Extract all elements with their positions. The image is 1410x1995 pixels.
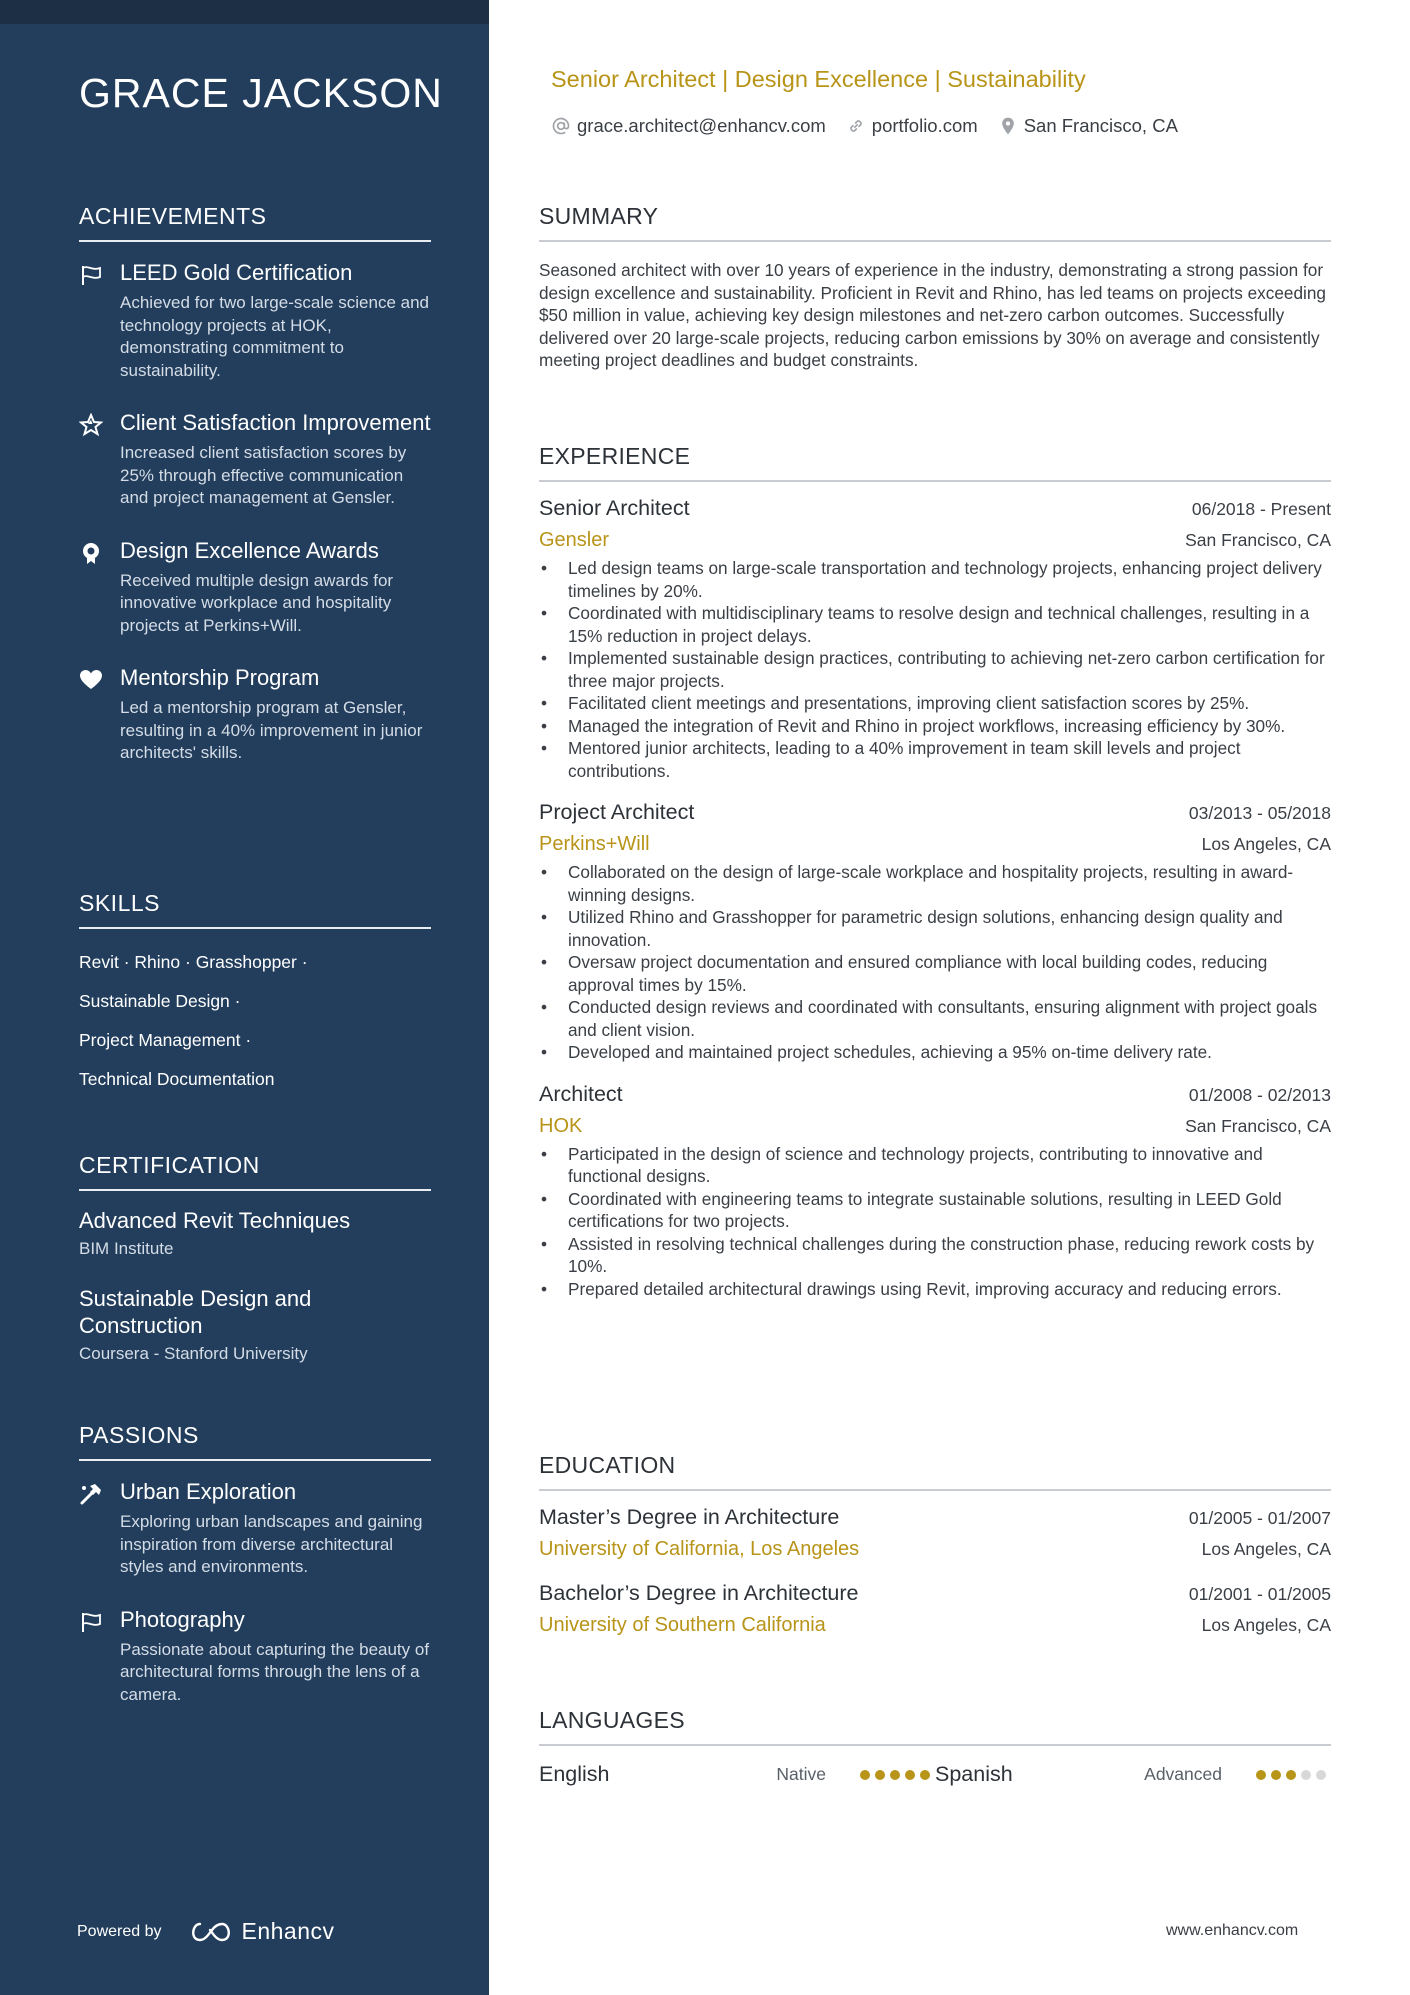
job-bullet: • Managed the integration of Revit and Rhino in project workflows, increasing efficiency by 30%. xyxy=(539,715,1331,738)
tools-icon xyxy=(79,1482,103,1506)
achievement-title: LEED Gold Certification xyxy=(120,260,353,285)
passions-heading: PASSIONS xyxy=(79,1422,431,1461)
job-bullet: • Implemented sustainable design practices, contributing to achieving net-zero carbon certification for three major projects. xyxy=(539,647,1331,692)
language-level: Advanced xyxy=(1144,1764,1222,1784)
education-entry xyxy=(539,1505,1331,1561)
location-pin-icon xyxy=(998,116,1018,136)
degree: Master’s Degree in Architecture xyxy=(539,1505,840,1529)
job-bullet: • Coordinated with multidisciplinary teams to resolve design and technical challenges, resulting in a 15% reduction in project delays. xyxy=(539,602,1331,647)
language-name: Spanish xyxy=(935,1762,1013,1786)
job-company: Perkins+Will xyxy=(539,833,650,855)
passion-desc: Exploring urban landscapes and gaining inspiration from diverse architectural styles and environments. xyxy=(120,1512,423,1576)
language-rating xyxy=(1256,1770,1331,1780)
contact-location xyxy=(998,115,1178,137)
rating-dot-filled xyxy=(1271,1770,1281,1780)
job-location: San Francisco, CA xyxy=(1185,1115,1331,1136)
passions-section xyxy=(79,1422,431,1706)
skills-section xyxy=(79,890,431,1099)
job-bullet: • Conducted design reviews and coordinated with consultants, ensuring alignment with project goals and client vision. xyxy=(539,996,1331,1041)
job-bullet: • Utilized Rhino and Grasshopper for parametric design solutions, enhancing design quality and innovation. xyxy=(539,906,1331,951)
skill-line: Project Management · xyxy=(79,1030,252,1050)
job-bullets xyxy=(539,861,1331,1064)
headline: Senior Architect | Design Excellence | Sustainability xyxy=(551,66,1086,92)
job-location: San Francisco, CA xyxy=(1185,530,1331,550)
contact-location-text: San Francisco, CA xyxy=(1023,115,1178,136)
award-icon xyxy=(79,541,103,565)
enhancv-brand-name: Enhancv xyxy=(241,1918,335,1944)
summary-heading: SUMMARY xyxy=(539,203,1331,242)
certification-item xyxy=(79,1207,431,1259)
skill-line: Technical Documentation xyxy=(79,1069,275,1089)
summary-text: Seasoned architect with over 10 years of experience in the industry, demonstrating a strong passion for design excellence and sustainability. Proficient in Revit and Rhino, has led teams on projects exceeding $50 million in value, achieving key design milestones and net-zero carbon outcomes. Successfully delivered over 20 large-scale projects, reducing carbon emissions by 30% on average and consistently meeting project deadlines and budget constraints. xyxy=(539,260,1326,370)
heart-icon xyxy=(79,668,103,692)
job-company: HOK xyxy=(539,1114,583,1137)
passion-desc: Passionate about capturing the beauty of architectural forms through the lens of a camera. xyxy=(120,1639,430,1704)
skill-line: Sustainable Design · xyxy=(79,991,241,1011)
skills-heading: SKILLS xyxy=(79,890,431,929)
job-bullet: • Participated in the design of science and technology projects, contributing to innovative and functional designs. xyxy=(539,1143,1331,1188)
passion-title: Photography xyxy=(120,1606,245,1632)
certification-issuer: BIM Institute xyxy=(79,1239,174,1258)
achievement-title: Design Excellence Awards xyxy=(120,537,379,563)
languages-heading: LANGUAGES xyxy=(539,1707,1331,1746)
job-bullet: • Mentored junior architects, leading to a 40% improvement in team skill levels and project contributions. xyxy=(539,737,1331,782)
job-bullets xyxy=(539,557,1331,782)
certification-issuer: Coursera - Stanford University xyxy=(79,1344,308,1363)
candidate-name: GRACE JACKSON xyxy=(79,70,443,116)
certification-title: Advanced Revit Techniques xyxy=(79,1208,351,1233)
education-entry xyxy=(539,1581,1331,1637)
job-title: Project Architect xyxy=(539,800,695,824)
job-bullet: • Developed and maintained project schedules, achieving a 95% on-time delivery rate. xyxy=(539,1041,1331,1064)
education-location: Los Angeles, CA xyxy=(1201,1615,1331,1635)
rating-dot-empty xyxy=(1301,1770,1311,1780)
job-date: 06/2018 - Present xyxy=(1191,499,1331,519)
link-icon xyxy=(846,116,866,136)
summary-section xyxy=(539,203,1331,372)
achievements-heading: ACHIEVEMENTS xyxy=(79,203,431,242)
contact-email[interactable] xyxy=(551,115,826,137)
job-bullet: • Collaborated on the design of large-scale workplace and hospitality projects, resulting in award-winning designs. xyxy=(539,861,1331,906)
sidebar-top-bar xyxy=(0,0,489,24)
contacts-row xyxy=(551,115,1198,137)
job-bullet: • Prepared detailed architectural drawings using Revit, improving accuracy and reducing errors. xyxy=(539,1278,1331,1301)
achievements-section xyxy=(79,203,431,765)
job-date: 01/2008 - 02/2013 xyxy=(1188,1084,1331,1105)
job-bullets xyxy=(539,1143,1331,1301)
rating-dot-filled xyxy=(920,1770,930,1780)
achievement-desc: Increased client satisfaction scores by 25% through effective communication and project management at Gensler. xyxy=(120,443,407,507)
languages-row xyxy=(539,1762,1331,1787)
job-bullet: • Assisted in resolving technical challenges during the construction phase, reducing rework costs by 10%. xyxy=(539,1233,1331,1278)
certification-section xyxy=(79,1152,431,1364)
job-location: Los Angeles, CA xyxy=(1201,834,1331,854)
website-link[interactable]: www.enhancv.com xyxy=(1166,1922,1299,1939)
job-date: 03/2013 - 05/2018 xyxy=(1188,803,1331,823)
education-location: Los Angeles, CA xyxy=(1201,1539,1331,1559)
contact-email-text: grace.architect@enhancv.com xyxy=(577,115,826,136)
achievement-item xyxy=(79,537,431,638)
achievement-item xyxy=(79,664,431,765)
education-date: 01/2001 - 01/2005 xyxy=(1188,1584,1331,1604)
powered-by-label: Powered by xyxy=(77,1922,162,1940)
language-rating xyxy=(860,1770,935,1780)
achievement-desc: Achieved for two large-scale science and technology projects at HOK, demonstrating commitment to sustainability. xyxy=(120,293,429,380)
job-bullet: • Coordinated with engineering teams to integrate sustainable solutions, resulting in LEED Gold certifications for two projects. xyxy=(539,1188,1331,1233)
job-entry xyxy=(539,1082,1331,1301)
job-entry xyxy=(539,800,1331,1064)
experience-heading: EXPERIENCE xyxy=(539,443,1331,482)
rating-dot-empty xyxy=(1316,1770,1326,1780)
job-bullet: • Led design teams on large-scale transportation and technology projects, enhancing project delivery timelines by 20%. xyxy=(539,557,1331,602)
sidebar xyxy=(0,0,489,1995)
achievement-desc: Received multiple design awards for innovative workplace and hospitality projects at Perkins+Will. xyxy=(120,570,394,635)
contact-portfolio[interactable] xyxy=(846,115,978,137)
job-title: Architect xyxy=(539,1081,623,1106)
achievement-item xyxy=(79,409,431,510)
enhancv-logo-icon xyxy=(188,1920,234,1944)
certification-heading: CERTIFICATION xyxy=(79,1152,431,1191)
job-bullet: • Oversaw project documentation and ensured compliance with local building codes, reducing approval times by 15%. xyxy=(539,951,1331,996)
achievement-title: Mentorship Program xyxy=(120,665,320,690)
school: University of Southern California xyxy=(539,1614,826,1636)
achievement-title: Client Satisfaction Improvement xyxy=(120,410,431,435)
job-entry xyxy=(539,496,1331,782)
flag-icon xyxy=(79,1610,103,1634)
contact-portfolio-text: portfolio.com xyxy=(871,115,978,136)
rating-dot-filled xyxy=(905,1770,915,1780)
rating-dot-filled xyxy=(1286,1770,1296,1780)
language-item xyxy=(539,1762,935,1787)
powered-by xyxy=(77,1918,335,1945)
school: University of California, Los Angeles xyxy=(539,1538,860,1560)
achievement-desc: Led a mentorship program at Gensler, resulting in a 40% improvement in junior architects' skills. xyxy=(120,698,423,762)
job-company: Gensler xyxy=(539,529,610,551)
skill-line: Revit · Rhino · Grasshopper · xyxy=(79,952,308,972)
job-title: Senior Architect xyxy=(539,496,690,520)
education-heading: EDUCATION xyxy=(539,1452,1331,1491)
rating-dot-filled xyxy=(860,1770,870,1780)
education-section xyxy=(539,1452,1331,1637)
language-name: English xyxy=(539,1762,610,1786)
flag-icon xyxy=(79,263,103,287)
language-level: Native xyxy=(776,1764,826,1784)
rating-dot-filled xyxy=(875,1770,885,1780)
passion-title: Urban Exploration xyxy=(120,1479,297,1504)
passion-item xyxy=(79,1606,431,1707)
rating-dot-filled xyxy=(890,1770,900,1780)
star-icon xyxy=(79,413,103,437)
languages-section xyxy=(539,1707,1331,1787)
education-date: 01/2005 - 01/2007 xyxy=(1188,1508,1331,1528)
achievement-item xyxy=(79,259,431,382)
certification-item xyxy=(79,1285,431,1364)
skills-list xyxy=(79,943,431,1099)
experience-section xyxy=(539,443,1331,1300)
job-bullet: • Facilitated client meetings and presentations, improving client satisfaction scores by 25%. xyxy=(539,692,1331,715)
enhancv-logo[interactable] xyxy=(188,1918,335,1945)
at-icon xyxy=(551,116,571,136)
certification-title: Sustainable Design and Construction xyxy=(79,1286,312,1338)
rating-dot-filled xyxy=(1256,1770,1266,1780)
passion-item xyxy=(79,1478,431,1579)
degree: Bachelor’s Degree in Architecture xyxy=(539,1581,859,1605)
language-item xyxy=(935,1762,1331,1787)
